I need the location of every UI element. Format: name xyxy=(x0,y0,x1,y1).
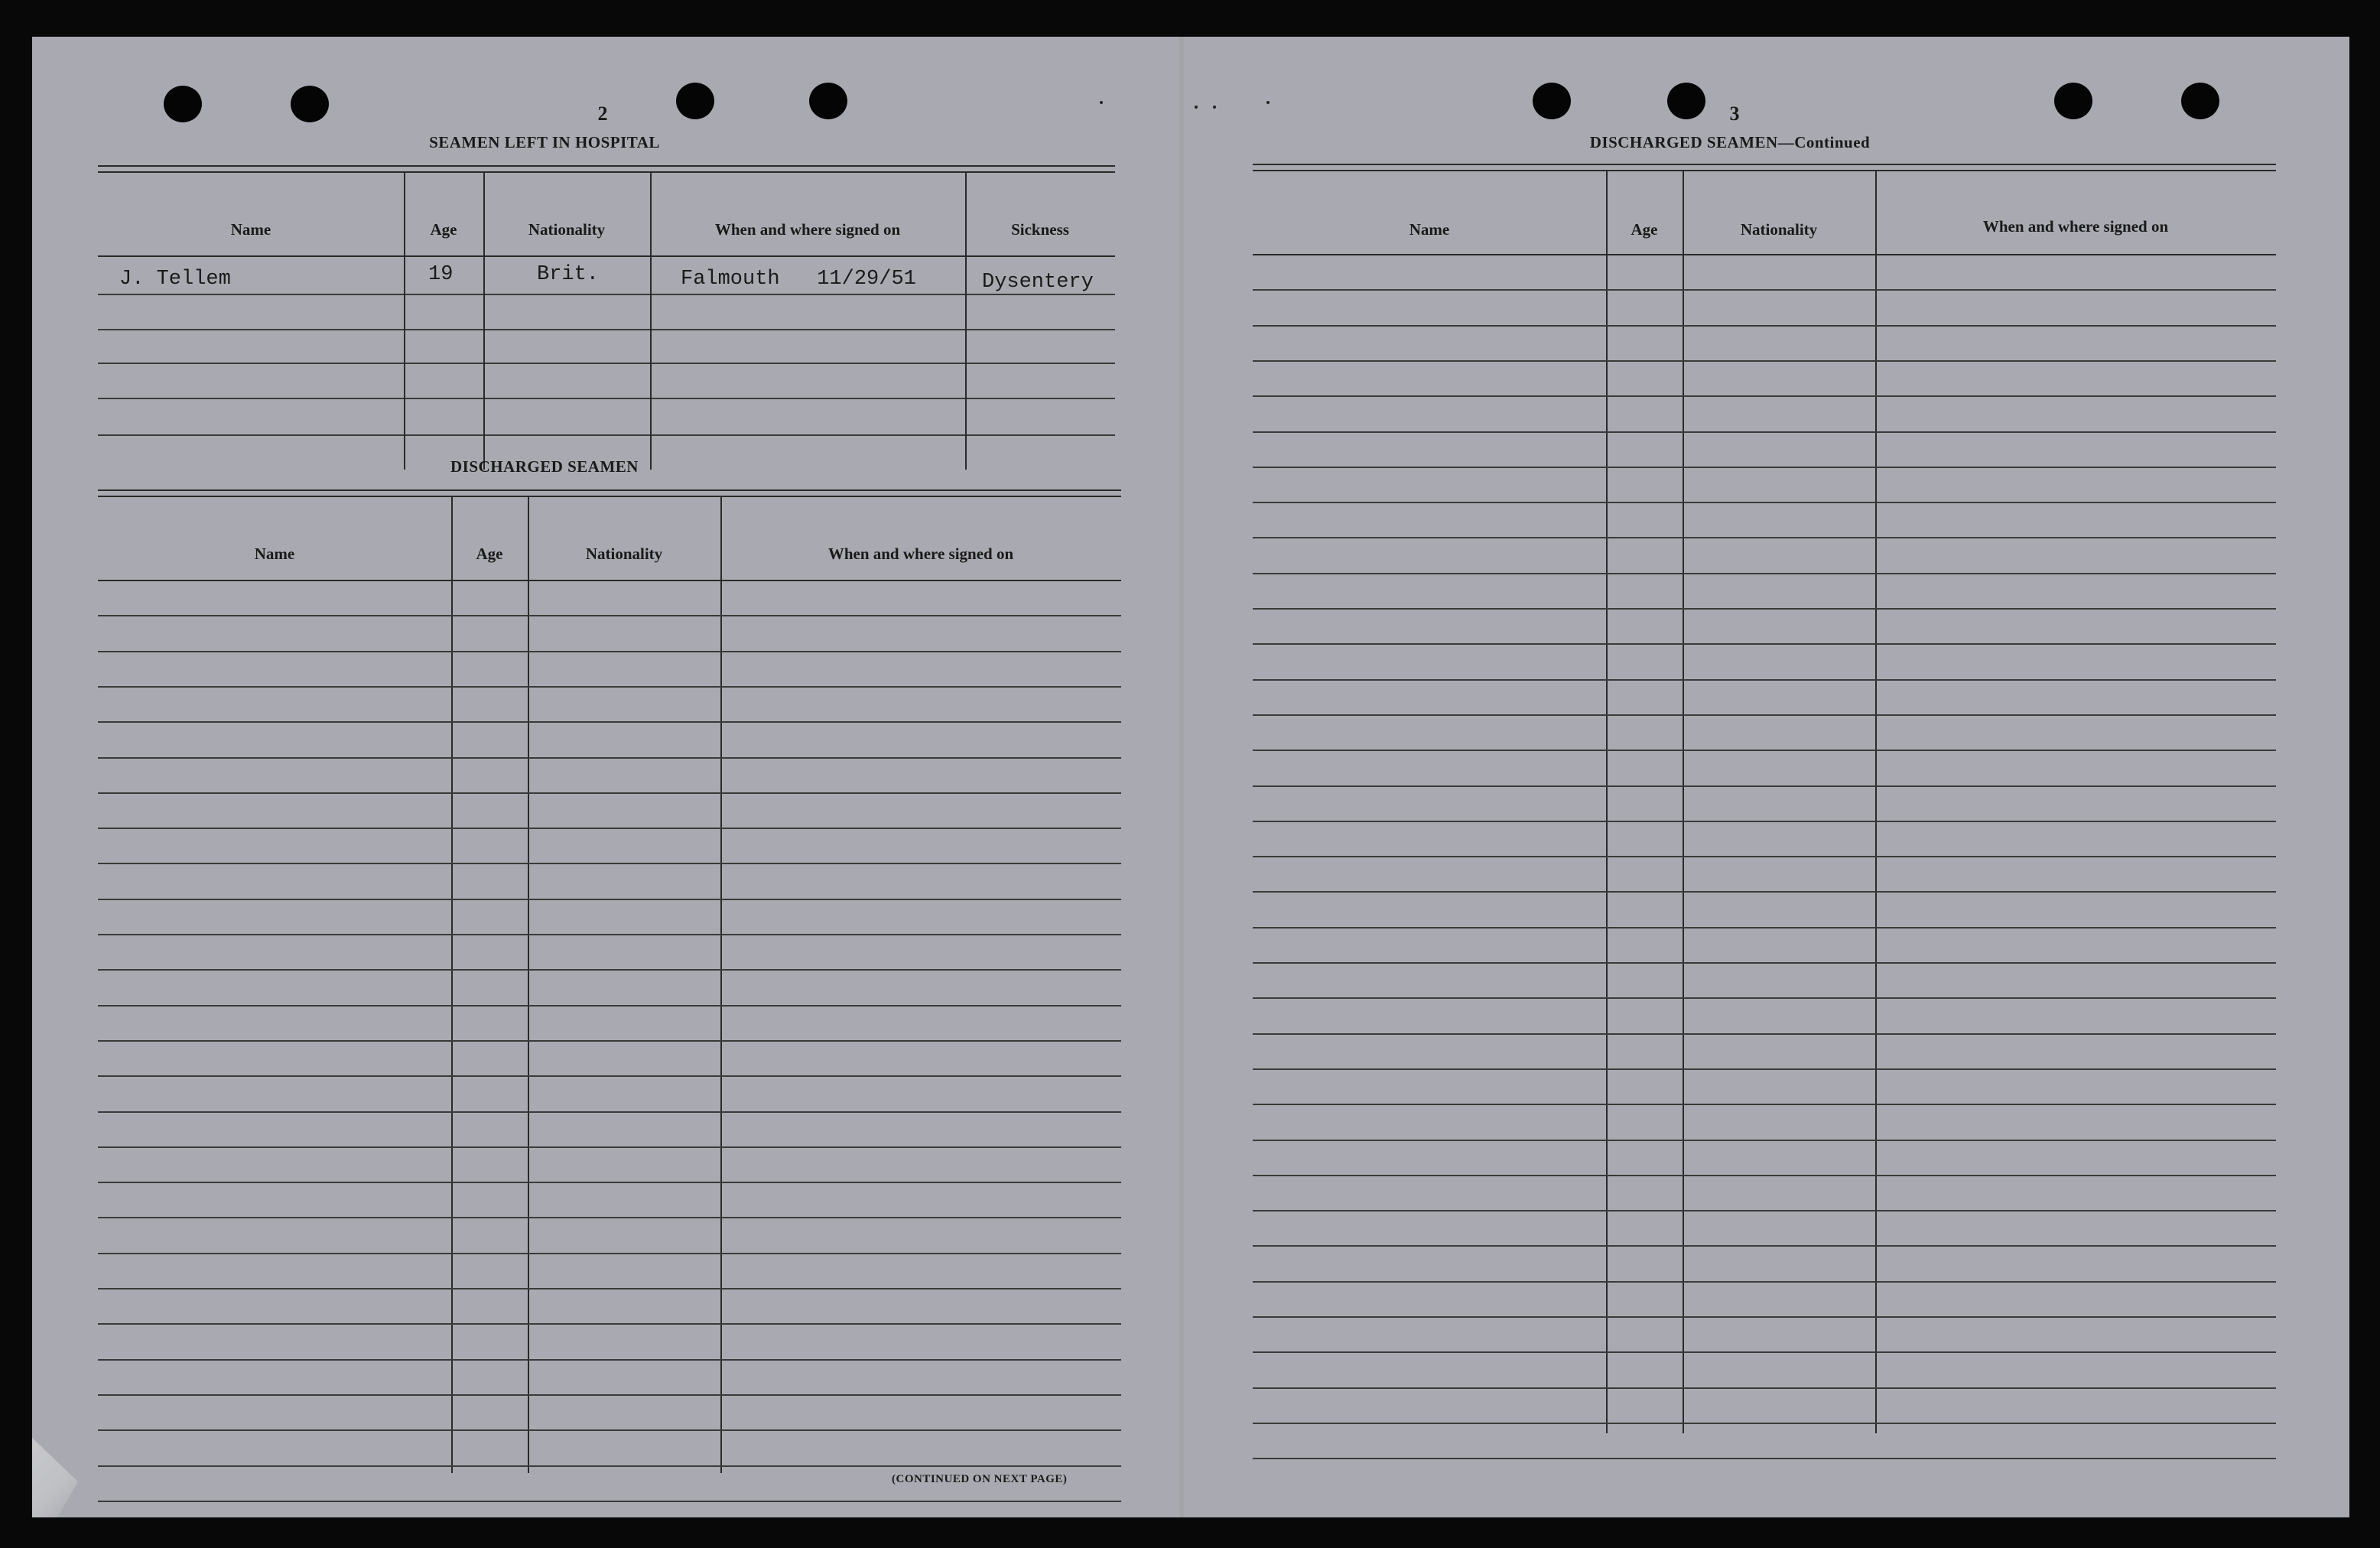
row-line xyxy=(1253,643,2276,645)
row-line xyxy=(1253,1458,2276,1459)
row-line xyxy=(98,1111,1121,1113)
header-bottom-rule xyxy=(98,580,1121,581)
punch-hole xyxy=(676,83,714,119)
row-line xyxy=(98,969,1121,971)
row-line xyxy=(98,1465,1121,1467)
row-line xyxy=(1253,750,2276,751)
table-top-rule xyxy=(98,489,1121,497)
header-name: Name xyxy=(230,220,271,239)
header-age: Age xyxy=(476,545,503,563)
row-line xyxy=(1253,962,2276,964)
column-divider xyxy=(965,171,967,470)
row-line xyxy=(98,1288,1121,1289)
header-signed-on: When and where signed on xyxy=(1982,217,2169,236)
row-line xyxy=(98,294,1115,295)
header-signed-on: When and where signed on xyxy=(714,220,901,239)
speck xyxy=(1100,101,1103,104)
continued-note: (CONTINUED ON NEXT PAGE) xyxy=(892,1473,1068,1485)
hospital-table xyxy=(98,165,1115,470)
row-line xyxy=(98,792,1121,794)
row-line xyxy=(1253,891,2276,893)
row-line xyxy=(1253,856,2276,857)
row-line xyxy=(1253,1316,2276,1318)
row-line xyxy=(98,1394,1121,1396)
row-line xyxy=(1253,1245,2276,1247)
row-line xyxy=(1253,1068,2276,1070)
row-line xyxy=(1253,1281,2276,1283)
row-line xyxy=(1253,679,2276,681)
row-line xyxy=(98,615,1121,616)
row-line xyxy=(1253,289,2276,291)
row-line xyxy=(1253,431,2276,433)
header-age: Age xyxy=(1631,220,1658,239)
row-line xyxy=(1253,467,2276,468)
row-line xyxy=(1253,1033,2276,1035)
punch-hole xyxy=(809,83,847,119)
header-nationality: Nationality xyxy=(585,545,663,563)
row-line xyxy=(98,863,1121,864)
row-line xyxy=(98,721,1121,723)
row-line xyxy=(98,828,1121,829)
table-top-rule xyxy=(1253,164,2276,171)
row-line xyxy=(1253,1210,2276,1211)
row-line xyxy=(1253,714,2276,716)
header-name: Name xyxy=(254,545,295,563)
row-line xyxy=(98,1217,1121,1218)
row-line xyxy=(98,329,1115,330)
row-line xyxy=(1253,997,2276,999)
row-line xyxy=(1253,785,2276,787)
header-age: Age xyxy=(430,220,457,239)
row-line xyxy=(1253,395,2276,397)
row-line xyxy=(1253,1104,2276,1105)
speck xyxy=(1213,106,1216,109)
title-text: DISCHARGED SEAMEN xyxy=(1589,133,1778,151)
row-line xyxy=(1253,1140,2276,1141)
document-sheet xyxy=(32,37,2349,1517)
row-line xyxy=(1253,608,2276,610)
punch-hole xyxy=(164,86,202,122)
hospital-row-signed-on: Falmouth 11/29/51 xyxy=(681,268,916,291)
discharged-table-left xyxy=(98,489,1121,1505)
header-sickness: Sickness xyxy=(1011,220,1069,239)
column-divider xyxy=(404,171,405,470)
discharged-section-title-left: DISCHARGED SEAMEN xyxy=(450,457,639,476)
row-line xyxy=(98,1182,1121,1183)
row-line xyxy=(98,686,1121,688)
hospital-row-age: 19 xyxy=(428,263,454,286)
row-line xyxy=(98,1146,1121,1148)
header-bottom-rule xyxy=(1253,254,2276,255)
header-nationality: Nationality xyxy=(528,220,606,239)
row-line xyxy=(1253,927,2276,928)
column-divider xyxy=(650,171,652,470)
row-line xyxy=(98,1323,1121,1325)
table-top-rule xyxy=(98,165,1115,173)
row-line xyxy=(98,899,1121,900)
row-line xyxy=(98,757,1121,759)
page-fold xyxy=(1178,37,1185,1517)
row-line xyxy=(1253,1423,2276,1424)
speck xyxy=(1266,101,1270,104)
row-line xyxy=(98,1359,1121,1361)
row-line xyxy=(1253,537,2276,538)
punch-hole xyxy=(2181,83,2219,119)
row-line xyxy=(1253,821,2276,822)
row-line xyxy=(98,651,1121,652)
folded-corner xyxy=(32,1438,78,1517)
speck xyxy=(1195,106,1198,109)
page-number-left: 2 xyxy=(597,102,608,125)
row-line xyxy=(98,363,1115,364)
punch-hole xyxy=(1533,83,1571,119)
row-line xyxy=(1253,1351,2276,1353)
punch-hole xyxy=(291,86,329,122)
column-divider xyxy=(720,496,722,1473)
header-nationality: Nationality xyxy=(1740,220,1818,239)
row-line xyxy=(1253,1387,2276,1389)
punch-hole xyxy=(1667,83,1705,119)
column-divider xyxy=(483,171,485,470)
header-name: Name xyxy=(1409,220,1450,239)
hospital-row-name: J. Tellem xyxy=(119,268,231,291)
row-line xyxy=(1253,360,2276,362)
row-line xyxy=(98,1429,1121,1431)
page-number-right: 3 xyxy=(1729,102,1740,125)
discharged-section-title-right xyxy=(1531,133,1929,152)
row-line xyxy=(1253,502,2276,503)
discharged-table-right xyxy=(1253,164,2276,1479)
row-line xyxy=(98,1501,1121,1502)
hospital-row-sickness: Dysentery xyxy=(982,271,1094,294)
title-suffix: —Continued xyxy=(1777,133,1871,151)
row-line xyxy=(98,398,1115,399)
punch-hole xyxy=(2054,83,2092,119)
header-signed-on: When and where signed on xyxy=(827,545,1014,563)
row-line xyxy=(98,1005,1121,1007)
row-line xyxy=(98,1253,1121,1254)
row-line xyxy=(1253,573,2276,574)
row-line xyxy=(98,934,1121,935)
hospital-row-nationality: Brit. xyxy=(537,263,600,286)
row-line xyxy=(98,1075,1121,1077)
row-line xyxy=(98,1040,1121,1042)
row-line xyxy=(98,434,1115,436)
hospital-section-title: SEAMEN LEFT IN HOSPITAL xyxy=(429,133,660,151)
row-line xyxy=(1253,325,2276,327)
column-divider xyxy=(528,496,529,1473)
column-divider xyxy=(451,496,453,1473)
header-bottom-rule xyxy=(98,255,1115,257)
row-line xyxy=(1253,1175,2276,1176)
